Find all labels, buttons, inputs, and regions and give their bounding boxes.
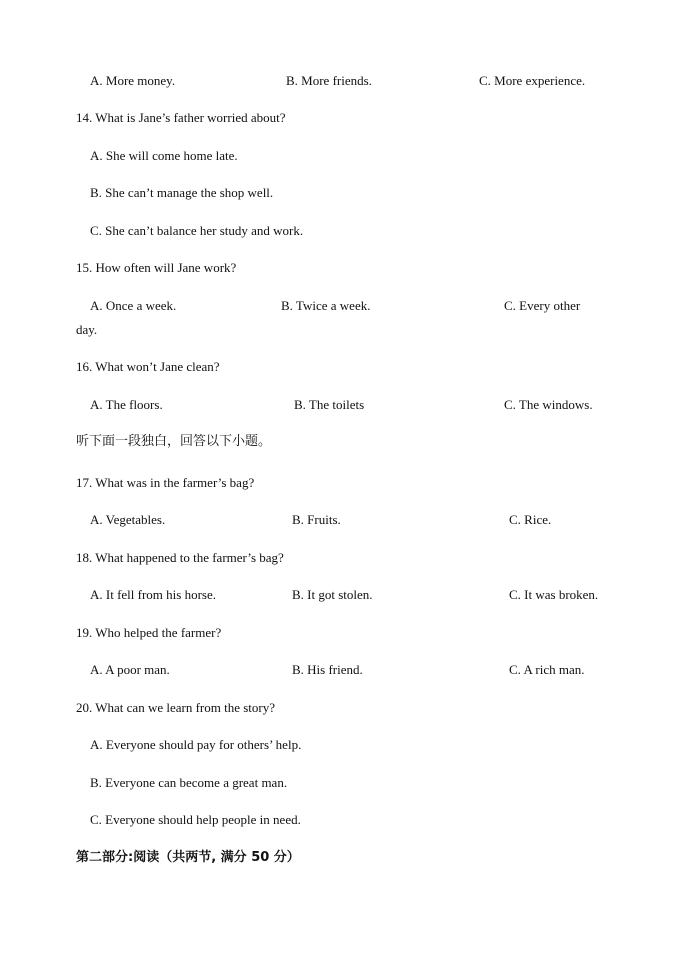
q20-option-a: A. Everyone should pay for others’ help. [90,737,302,752]
q20-option-c: C. Everyone should help people in need. [90,812,301,827]
q18-option-c: C. It was broken. [509,587,599,602]
q16-option-c: C. The windows. [504,397,593,412]
q15-option-a: A. Once a week. [90,298,177,313]
q13-option-c: C. More experience. [479,73,586,88]
q15-option-c-continuation: day. [76,322,98,337]
q14-option-b: B. She can’t manage the shop well. [90,185,274,200]
q15-option-c: C. Every other [504,298,581,313]
q18-option-b: B. It got stolen. [292,587,373,602]
q15-option-b: B. Twice a week. [281,298,371,313]
q17-option-a: A. Vegetables. [90,512,166,527]
q20-option-b: B. Everyone can become a great man. [90,775,288,790]
q14-option-a: A. She will come home late. [90,148,238,163]
q14-option-c: C. She can’t balance her study and work. [90,223,304,238]
q20-question: 20. What can we learn from the story? [76,700,276,715]
q16-question: 16. What won’t Jane clean? [76,359,220,374]
q13-option-a: A. More money. [90,73,176,88]
q17-option-c: C. Rice. [509,512,552,527]
q16-option-a: A. The floors. [90,397,163,412]
q17-question: 17. What was in the farmer’s bag? [76,475,255,490]
q15-question: 15. How often will Jane work? [76,260,237,275]
q13-option-b: B. More friends. [286,73,372,88]
part-two-heading: 第二部分:阅读（共两节, 满分 50 分） [76,850,300,865]
q19-option-c: C. A rich man. [509,662,585,677]
q19-question: 19. Who helped the farmer? [76,625,222,640]
q18-question: 18. What happened to the farmer’s bag? [76,550,284,565]
q17-option-b: B. Fruits. [292,512,341,527]
q14-question: 14. What is Jane’s father worried about? [76,110,286,125]
q19-option-b: B. His friend. [292,662,363,677]
section-instruction: 听下面一段独白，回答以下小题。 [76,434,272,449]
q18-option-a: A. It fell from his horse. [90,587,217,602]
q16-option-b: B. The toilets [294,397,365,412]
q19-option-a: A. A poor man. [90,662,170,677]
